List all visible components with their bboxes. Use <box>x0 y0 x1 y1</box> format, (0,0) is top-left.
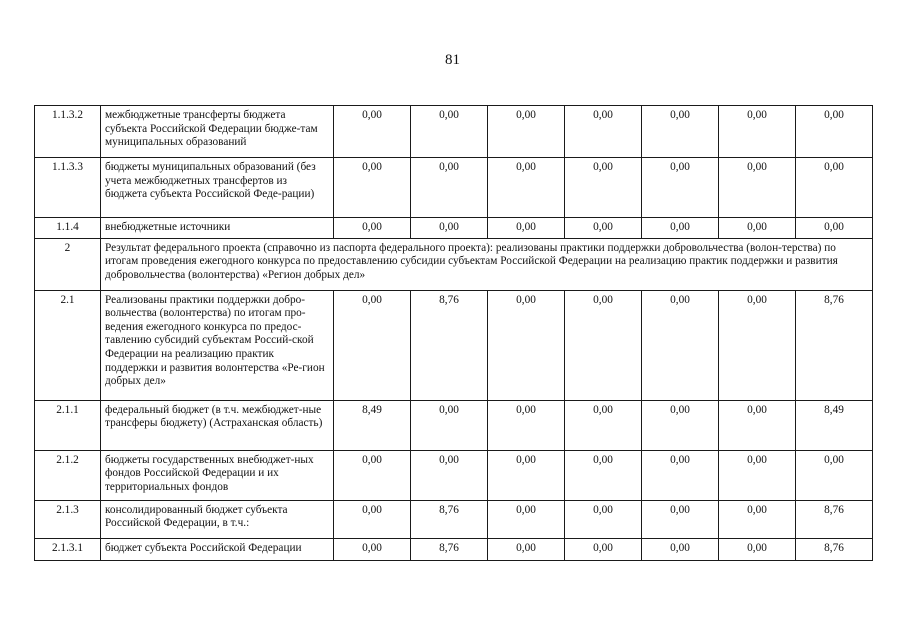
value-cell: 0,00 <box>565 450 642 500</box>
value-cell: 0,00 <box>719 400 796 450</box>
value-cell: 0,00 <box>642 158 719 218</box>
value-cell: 0,00 <box>488 158 565 218</box>
value-cell: 0,00 <box>642 450 719 500</box>
value-cell: 0,00 <box>411 106 488 158</box>
value-cell: 0,00 <box>565 400 642 450</box>
table-row <box>35 400 873 450</box>
value-cell: 0,00 <box>796 450 873 500</box>
value-cell: 0,00 <box>334 500 411 538</box>
value-cell: 0,00 <box>334 450 411 500</box>
value-cell: 0,00 <box>642 290 719 400</box>
value-cell: 8,76 <box>411 500 488 538</box>
row-name: бюджеты муниципальных образований (без учета межбюджетных трансфертов из бюджета субъекта Российской Феде-рации) <box>101 158 334 218</box>
value-cell: 0,00 <box>488 106 565 158</box>
row-name: бюджеты государственных внебюджет-ных фондов Российской Федерации и их территориальных фондов <box>101 450 334 500</box>
table-row <box>35 106 873 158</box>
row-name: Реализованы практики поддержки добро-вольчества (волонтерства) по итогам про-ведения ежегодного конкурса по предос-тавлению субсидий субъектам Россий-ской Федерации на реализацию практик поддержки и развития волонтерства «Ре-гион добрых дел» <box>101 290 334 400</box>
row-code: 1.1.3.2 <box>35 106 101 158</box>
value-cell: 0,00 <box>719 218 796 239</box>
table-row <box>35 500 873 538</box>
value-cell: 0,00 <box>796 218 873 239</box>
value-cell: 0,00 <box>642 538 719 560</box>
table-body <box>35 106 873 561</box>
value-cell: 0,00 <box>719 538 796 560</box>
row-code: 2.1.2 <box>35 450 101 500</box>
value-cell: 0,00 <box>334 158 411 218</box>
row-name: консолидированный бюджет субъекта Российской Федерации, в т.ч.: <box>101 500 334 538</box>
value-cell: 0,00 <box>565 500 642 538</box>
value-cell: 0,00 <box>488 500 565 538</box>
page-number: 81 <box>445 52 460 68</box>
value-cell: 8,76 <box>796 538 873 560</box>
value-cell: 0,00 <box>488 400 565 450</box>
value-cell: 0,00 <box>642 500 719 538</box>
table-row <box>35 158 873 218</box>
value-cell: 0,00 <box>565 106 642 158</box>
table-row <box>35 290 873 400</box>
value-cell: 0,00 <box>719 500 796 538</box>
table-row <box>35 218 873 239</box>
result-description: Результат федерального проекта (справочно из паспорта федерального проекта): реализованы практики поддержки добровольчества (волон-терства) по итогам проведения ежегодного конкурса по предоставлению субсидии субъектам Российской Федерации на реализацию практик поддержки и развития добровольчества (волонтерства) «Регион добрых дел» <box>101 238 873 290</box>
value-cell: 0,00 <box>334 218 411 239</box>
value-cell: 0,00 <box>796 106 873 158</box>
value-cell: 0,00 <box>719 450 796 500</box>
value-cell: 0,00 <box>488 450 565 500</box>
value-cell: 8,76 <box>411 290 488 400</box>
value-cell: 8,76 <box>796 290 873 400</box>
value-cell: 0,00 <box>796 158 873 218</box>
row-code: 2.1.3 <box>35 500 101 538</box>
row-name: бюджет субъекта Российской Федерации <box>101 538 334 560</box>
value-cell: 0,00 <box>565 218 642 239</box>
row-name: межбюджетные трансферты бюджета субъекта Российской Федерации бюдже-там муниципальных образований <box>101 106 334 158</box>
value-cell: 0,00 <box>719 158 796 218</box>
row-name: федеральный бюджет (в т.ч. межбюджет-ные трансферы бюджету) (Астраханская область) <box>101 400 334 450</box>
value-cell: 0,00 <box>411 450 488 500</box>
value-cell: 0,00 <box>719 106 796 158</box>
row-code: 2.1.3.1 <box>35 538 101 560</box>
table-row <box>35 238 873 290</box>
row-name: внебюджетные источники <box>101 218 334 239</box>
row-code: 2.1.1 <box>35 400 101 450</box>
row-code: 2.1 <box>35 290 101 400</box>
value-cell: 0,00 <box>642 218 719 239</box>
value-cell: 0,00 <box>642 400 719 450</box>
value-cell: 0,00 <box>334 290 411 400</box>
value-cell: 0,00 <box>411 400 488 450</box>
table-row <box>35 450 873 500</box>
row-code: 1.1.4 <box>35 218 101 239</box>
row-code: 1.1.3.3 <box>35 158 101 218</box>
value-cell: 0,00 <box>642 106 719 158</box>
value-cell: 0,00 <box>334 106 411 158</box>
value-cell: 0,00 <box>565 538 642 560</box>
value-cell: 0,00 <box>565 290 642 400</box>
table-row <box>35 538 873 560</box>
value-cell: 0,00 <box>488 538 565 560</box>
value-cell: 0,00 <box>411 158 488 218</box>
value-cell: 8,76 <box>796 500 873 538</box>
value-cell: 0,00 <box>488 218 565 239</box>
value-cell: 8,49 <box>334 400 411 450</box>
value-cell: 8,76 <box>411 538 488 560</box>
row-code: 2 <box>35 238 101 290</box>
budget-table <box>34 105 873 561</box>
value-cell: 0,00 <box>334 538 411 560</box>
value-cell: 0,00 <box>719 290 796 400</box>
value-cell: 0,00 <box>488 290 565 400</box>
value-cell: 0,00 <box>411 218 488 239</box>
value-cell: 8,49 <box>796 400 873 450</box>
value-cell: 0,00 <box>565 158 642 218</box>
